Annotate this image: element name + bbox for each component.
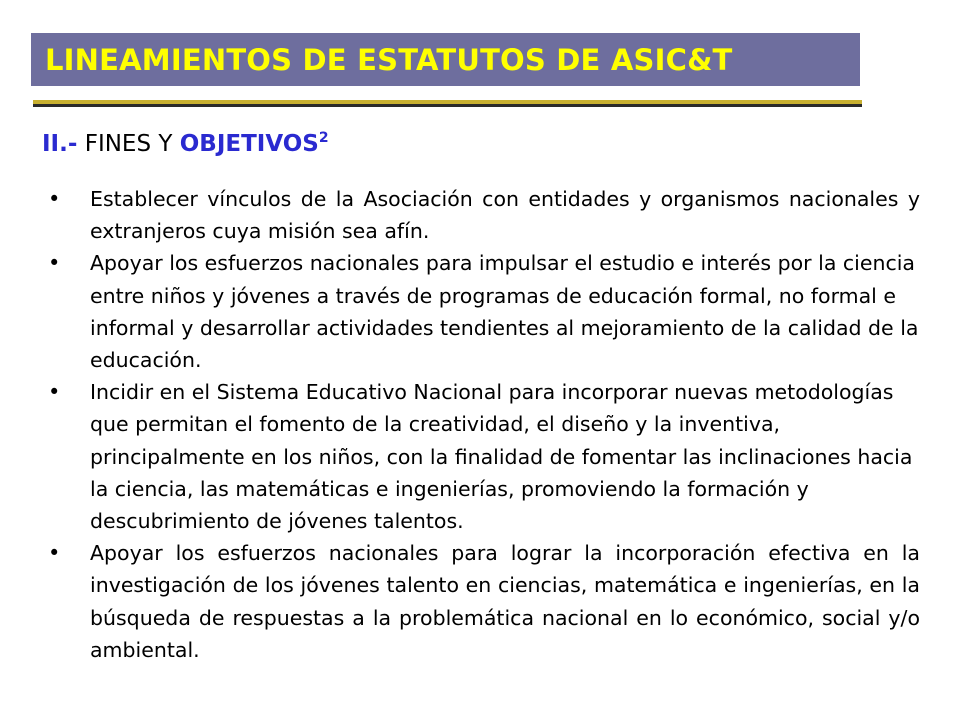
list-item bbox=[48, 183, 920, 247]
title-underline-dark bbox=[33, 104, 862, 107]
title-banner bbox=[31, 33, 860, 86]
footnote-marker: 2 bbox=[318, 130, 329, 146]
bullet-icon: • bbox=[48, 380, 61, 405]
section-title-accent: OBJETIVOS bbox=[179, 131, 319, 157]
list-item-text: Apoyar los esfuerzos nacionales para impulsar el estudio e interés por la ciencia entre niños y jóvenes a través de programas de educación formal, no formal e informal y desarrollar actividades tendientes al mejoramiento de la calidad de la educación. bbox=[90, 251, 919, 373]
section-heading bbox=[42, 130, 329, 157]
section-title-plain: FINES Y bbox=[84, 131, 173, 157]
page-title: LINEAMIENTOS DE ESTATUTOS DE ASIC&T bbox=[45, 42, 733, 77]
section-number: II.- bbox=[42, 131, 78, 157]
list-item-text: Establecer vínculos de la Asociación con entidades y organismos nacionales y extranjeros cuya misión sea afín. bbox=[90, 187, 920, 244]
bullet-icon: • bbox=[48, 187, 61, 211]
list-item bbox=[48, 537, 920, 666]
bullet-icon: • bbox=[48, 251, 61, 276]
list-item bbox=[48, 247, 920, 376]
objectives-list bbox=[48, 183, 920, 666]
list-item bbox=[48, 376, 920, 537]
bullet-icon: • bbox=[48, 541, 61, 566]
list-item-text: Incidir en el Sistema Educativo Nacional para incorporar nuevas metodologías que permitan el fomento de la creatividad, el diseño y la inventiva, principalmente en los niños, con la finalidad de fomentar las inclinaciones hacia la ciencia, las matemáticas e ingenierías, promoviendo la formación y descubrimiento de jóvenes talentos. bbox=[90, 380, 913, 534]
list-item-text: Apoyar los esfuerzos nacionales para lograr la incorporación efectiva en la investigación de los jóvenes talento en ciencias, matemática e ingenierías, en la búsqueda de respuestas a la problemática nacional en lo económico, social y/o ambiental. bbox=[90, 541, 920, 662]
